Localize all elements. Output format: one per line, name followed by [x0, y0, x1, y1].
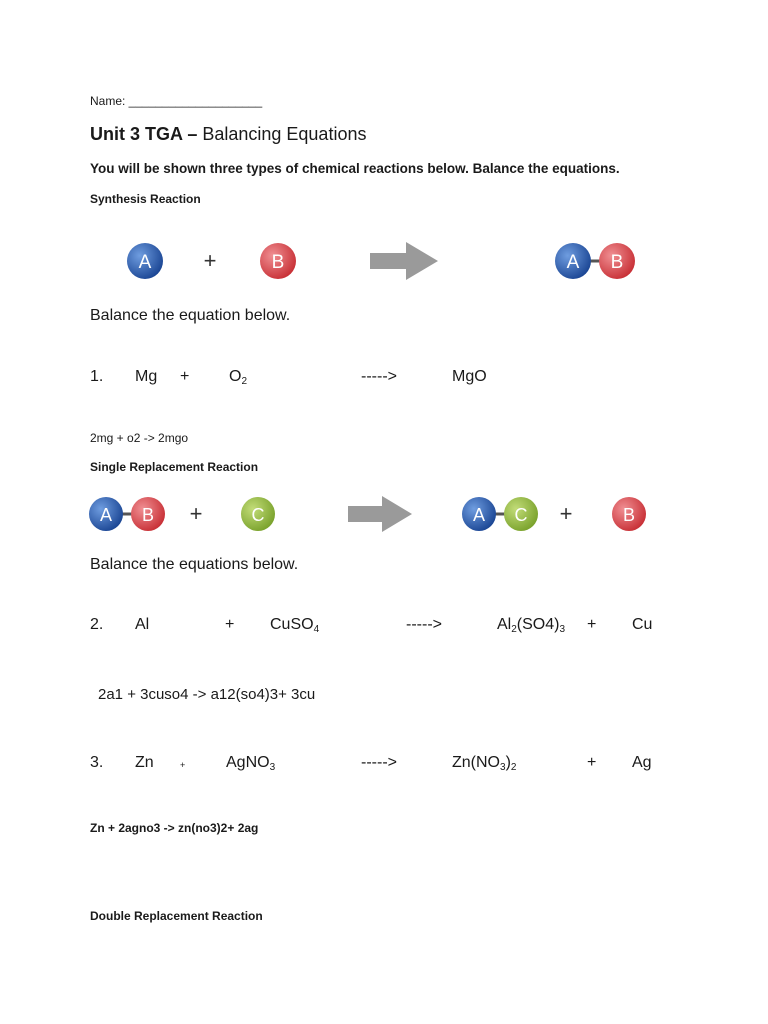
- eq1-number: 1.: [90, 368, 104, 385]
- eq3-reactant1: Zn: [135, 754, 154, 771]
- answer-3: Zn + 2agno3 -> zn(no3)2+ 2ag: [90, 821, 259, 835]
- eq2-product2: Cu: [632, 616, 653, 633]
- eq1-product: MgO: [452, 368, 487, 385]
- molecule-ab-icon: [555, 243, 635, 279]
- atom-b-icon: [612, 497, 646, 531]
- svg-text:C: C: [251, 505, 265, 525]
- eq3-plus-1: +: [180, 760, 186, 770]
- atom-c-icon: [241, 497, 275, 531]
- instructions: You will be shown three types of chemical reactions below. Balance the equations.: [90, 161, 620, 176]
- single-replacement-heading: Single Replacement Reaction: [90, 460, 259, 474]
- svg-text:B: B: [610, 252, 624, 273]
- eq3-plus-2: +: [587, 754, 597, 771]
- svg-text:B: B: [622, 505, 636, 525]
- answer-2: 2a1 + 3cuso4 -> a12(so4)3+ 3cu: [98, 686, 316, 703]
- svg-text:B: B: [271, 252, 285, 273]
- svg-text:A: A: [566, 252, 580, 273]
- eq1-reactant2: $O_2$: [229, 368, 248, 387]
- eq3-arrow: ----->: [361, 754, 397, 771]
- reaction-arrow-icon: [370, 242, 438, 280]
- answer-1: 2mg + o2 -> 2mgo: [90, 431, 189, 445]
- title-unit: Unit 3 TGA –: [90, 124, 198, 144]
- eq3-product2: Ag: [632, 754, 652, 771]
- atom-b-icon: [260, 243, 296, 279]
- name-field-label: Name: ____________________: [90, 94, 263, 108]
- single-replacement-diagram: [86, 490, 666, 540]
- molecule-ac-icon: [462, 497, 538, 531]
- eq2-reactant2: CuSO$_4$: [270, 616, 320, 635]
- atom-a-icon: [127, 243, 163, 279]
- diagram-plus: +: [203, 248, 217, 273]
- diagram-plus-1: +: [189, 501, 203, 526]
- svg-text:B: B: [141, 505, 155, 525]
- double-replacement-heading: Double Replacement Reaction: [90, 909, 263, 923]
- eq3-reactant2: AgNO$_3$: [226, 754, 276, 773]
- eq1-plus: +: [180, 368, 190, 385]
- svg-text:A: A: [472, 505, 486, 525]
- diagram-plus-2: +: [559, 501, 573, 526]
- eq2-reactant1: Al: [135, 616, 150, 633]
- svg-text:C: C: [514, 505, 528, 525]
- eq1-reactant1: Mg: [135, 368, 158, 385]
- molecule-ab-icon: [89, 497, 165, 531]
- page-title: [90, 124, 366, 145]
- eq3-product1: $Zn(NO_3)_2$: [452, 754, 517, 773]
- title-topic: Balancing Equations: [197, 124, 367, 144]
- svg-text:A: A: [99, 505, 113, 525]
- reaction-arrow-icon: [348, 496, 412, 532]
- synthesis-diagram: [110, 228, 660, 294]
- eq2-number: 2.: [90, 616, 104, 633]
- eq2-plus-2: +: [587, 616, 597, 633]
- svg-text:A: A: [138, 252, 152, 273]
- eq3-number: 3.: [90, 754, 104, 771]
- synthesis-heading: Synthesis Reaction: [90, 192, 201, 206]
- eq2-product1: $Al_2(SO4)_3$: [497, 616, 566, 635]
- balance-prompt-1: Balance the equation below.: [90, 307, 291, 324]
- eq1-arrow: ----->: [361, 368, 397, 385]
- eq2-plus-1: +: [225, 616, 235, 633]
- balance-prompt-2: Balance the equations below.: [90, 556, 299, 573]
- eq2-arrow: ----->: [406, 616, 442, 633]
